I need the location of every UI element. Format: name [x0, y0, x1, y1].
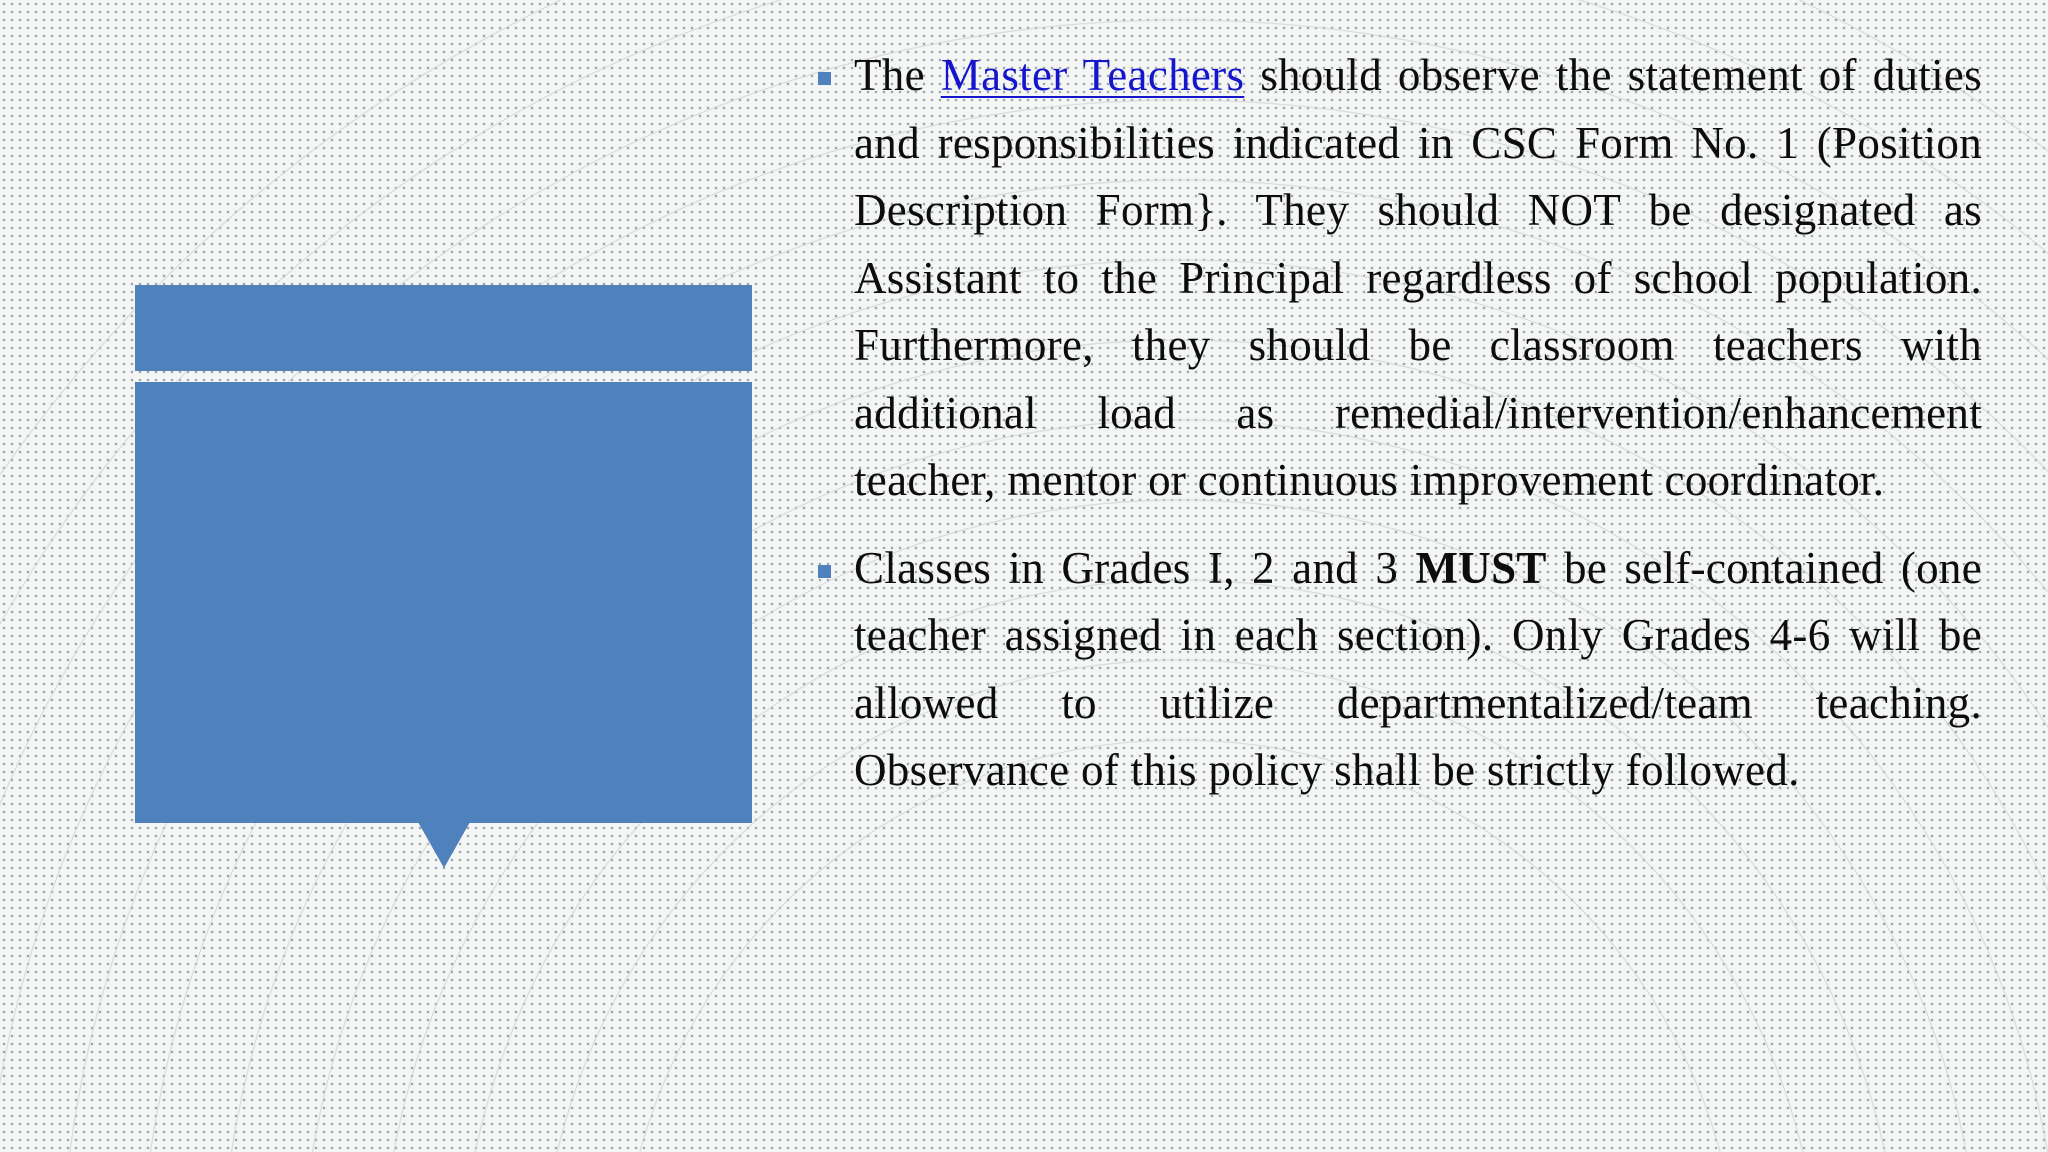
title-placeholder-bar: [135, 285, 752, 371]
square-bullet-icon: [818, 565, 831, 578]
bullet-item-self-contained-classes: [818, 535, 1982, 805]
bullet-body: should observe the statement of duties and responsibilities indicated in CSC Form No. 1 (Position Description Form}. They should NOT be designated as Assistant to the Principal regardless of school population. Furthermore, they should be classroom teachers with additional load as remedial/intervention/enhancement teacher, mentor or continuous improvement coordinator.: [854, 50, 1982, 505]
bullet-list: [818, 42, 1982, 825]
master-teachers-link[interactable]: Master Teachers: [940, 50, 1245, 100]
square-bullet-icon: [818, 72, 831, 85]
bullet-prefix: Classes in Grades I, 2 and 3: [854, 542, 1416, 593]
bullet-body: be self-contained (one teacher assigned in each section). Only Grades 4-6 will be allowed to utilize departmentalized/team teaching. Observance of this policy shall be strictly followed.: [854, 542, 1982, 795]
callout-pointer: [418, 822, 470, 868]
bullet-text: [854, 535, 1982, 805]
bullet-prefix: The: [854, 50, 941, 100]
emphasis-must: MUST: [1415, 542, 1547, 593]
callout-box: [135, 382, 752, 823]
bullet-item-master-teachers: [818, 42, 1982, 515]
bullet-text: [854, 42, 1982, 515]
